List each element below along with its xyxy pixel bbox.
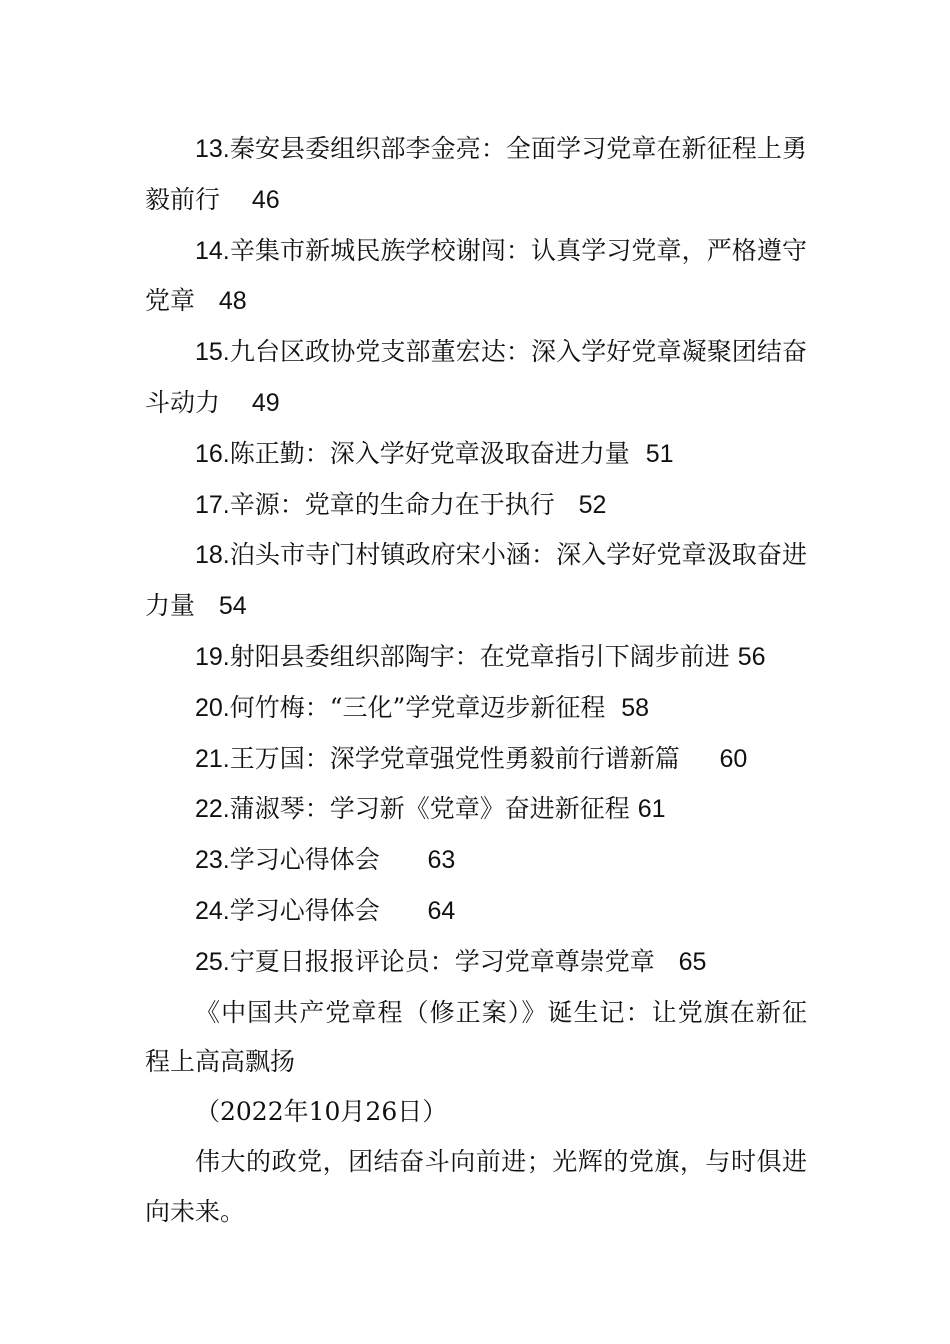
toc-entry-number: 14.: [195, 236, 230, 265]
toc-entry-title: 九台区政协党支部董宏达：深入学好党章凝聚团结奋斗动力: [145, 337, 807, 417]
toc-entry-number: 17.: [195, 490, 230, 519]
toc-entry-page: 49: [251, 388, 280, 417]
toc-entry-22[interactable]: [145, 784, 807, 835]
toc-entry-21[interactable]: [145, 734, 807, 785]
toc-entry-title: 辛集市新城民族学校谢闯：认真学习党章，严格遵守党章: [145, 235, 807, 316]
toc-entry-page: 48: [218, 287, 247, 316]
toc-entry-number: 13.: [195, 135, 230, 163]
toc-entry-number: 19.: [195, 642, 230, 671]
toc-entry-title: 宁夏日报报评论员：学习党章尊崇党章: [229, 946, 655, 976]
toc-entry-23[interactable]: [145, 835, 807, 886]
article-body: 伟大的政党，团结奋斗向前进；光辉的党旗，与时俱进向未来。: [145, 1146, 807, 1226]
toc-entry-number: 24.: [195, 896, 230, 925]
toc-entry-title: 秦安县委组织部李金亮：全面学习党章在新征程上勇毅前行: [145, 134, 807, 214]
toc-entry-page: 56: [737, 642, 766, 671]
document-page: [145, 124, 807, 1237]
toc-entry-13[interactable]: [145, 124, 807, 226]
toc-entry-15[interactable]: [145, 327, 807, 429]
toc-entry-page: 54: [218, 592, 247, 621]
toc-entry-title: 学习心得体会: [229, 845, 380, 875]
toc-entry-page: 58: [621, 693, 650, 722]
toc-entry-title: 陈正勤：深入学好党章汲取奋进力量: [229, 438, 630, 468]
article-date: （2022年10月26日）: [195, 1097, 448, 1127]
toc-entry-19[interactable]: [145, 632, 807, 683]
toc-entry-17[interactable]: [145, 480, 807, 531]
toc-entry-page: 46: [251, 185, 280, 214]
toc-entry-page: 65: [678, 947, 707, 976]
toc-entry-number: 22.: [195, 795, 230, 824]
toc-entry-page: 63: [427, 846, 456, 875]
toc-entry-title: 泊头市寺门村镇政府宋小涵：深入学好党章汲取奋进力量: [145, 540, 807, 621]
toc-entry-title: 辛源：党章的生命力在于执行: [229, 489, 555, 519]
toc-entry-title: 学习心得体会: [229, 895, 380, 925]
toc-entry-title: 王万国：深学党章强党性勇毅前行谱新篇: [229, 743, 680, 773]
toc-entry-page: 52: [578, 490, 607, 519]
toc-entry-number: 16.: [195, 439, 230, 468]
toc-entry-16[interactable]: [145, 429, 807, 480]
toc-entry-number: 15.: [195, 338, 230, 367]
toc-entry-number: 20.: [195, 693, 230, 722]
toc-entry-number: 25.: [195, 947, 230, 976]
toc-entry-page: 61: [637, 795, 666, 824]
toc-entry-page: 51: [645, 439, 674, 468]
toc-entry-title: 射阳县委组织部陶宇：在党章指引下阔步前进: [229, 641, 730, 671]
toc-entry-title: 何竹梅：“三化”学党章迈步新征程: [229, 692, 606, 722]
toc-entry-14[interactable]: [145, 226, 807, 328]
toc-entry-25[interactable]: [145, 937, 807, 988]
toc-entry-page: 60: [719, 744, 748, 773]
toc-entry-number: 23.: [195, 846, 230, 875]
toc-entry-20[interactable]: [145, 683, 807, 734]
toc-entry-title: 蒲淑琴：学习新《党章》奋进新征程: [229, 794, 630, 824]
toc-entry-number: 21.: [195, 744, 230, 773]
toc-entry-page: 64: [427, 896, 456, 925]
toc-entry-24[interactable]: [145, 886, 807, 937]
toc-entry-number: 18.: [195, 541, 230, 570]
article-title: 《中国共产党章程（修正案）》诞生记：让党旗在新征程上高高飘扬: [145, 997, 807, 1077]
toc-entry-18[interactable]: [145, 530, 807, 632]
